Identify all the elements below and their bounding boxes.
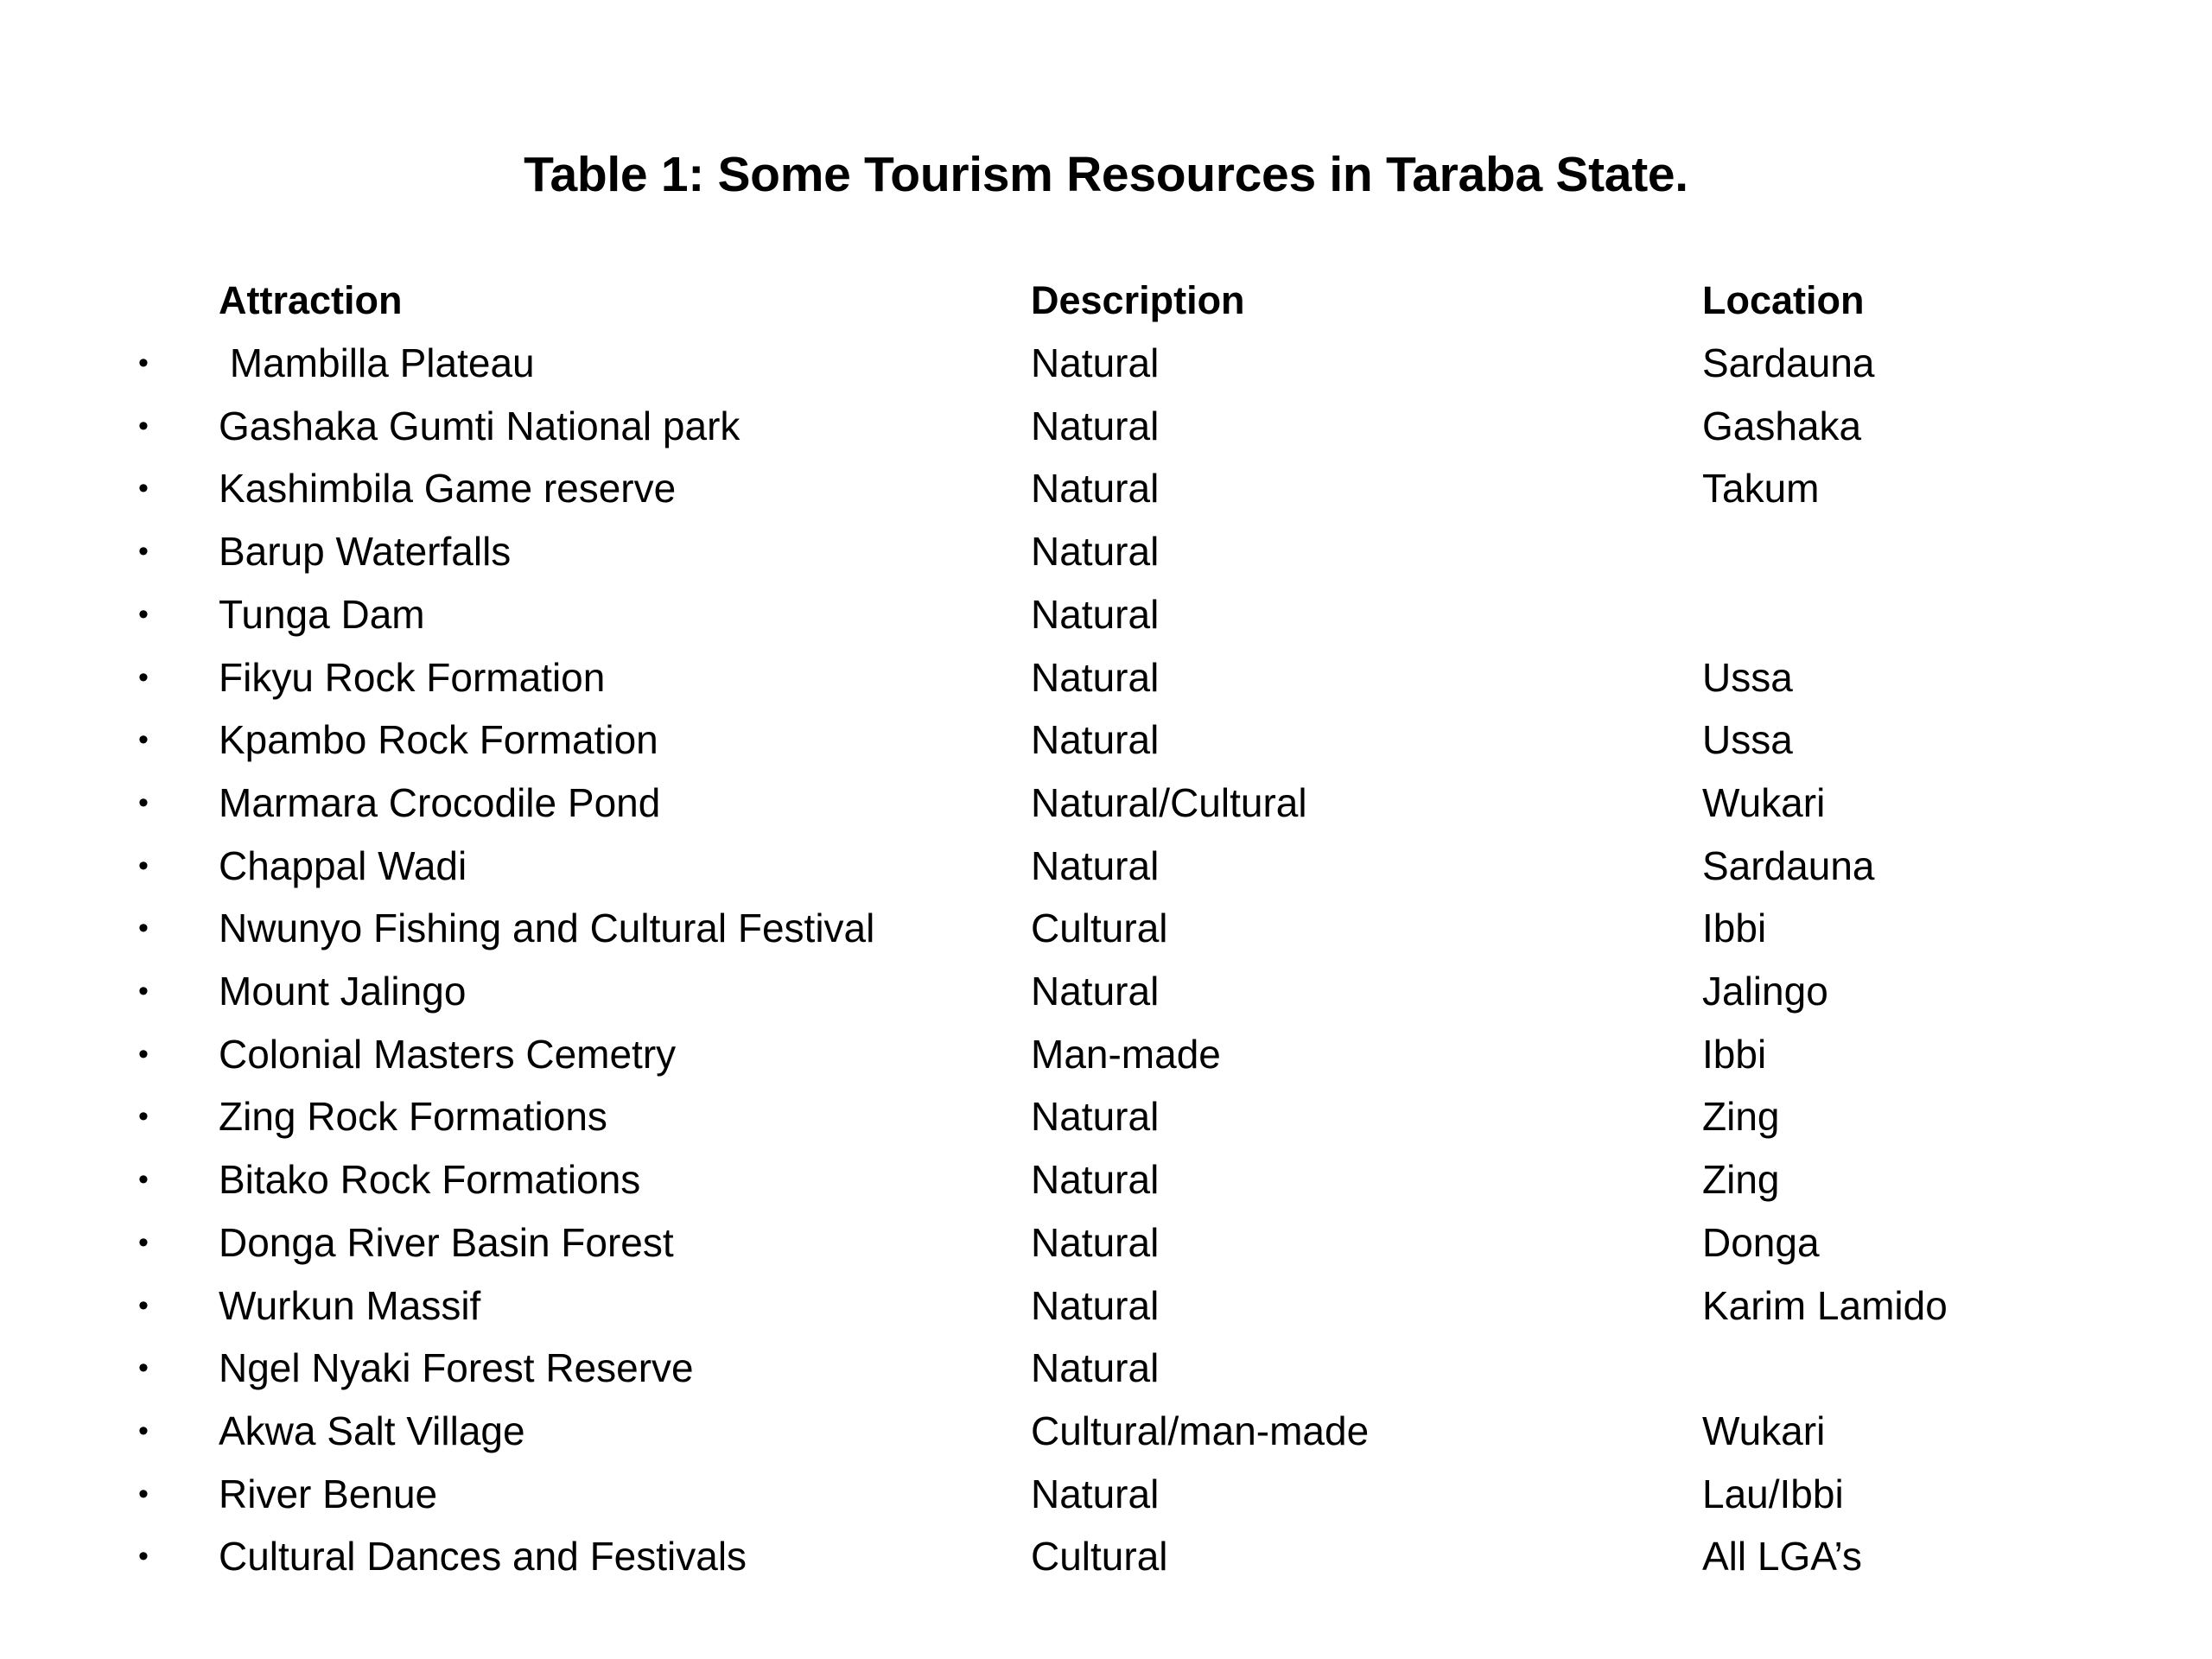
bullet-marker: • [138, 1100, 149, 1134]
bullet-marker: • [138, 472, 149, 505]
table-header-row [0, 269, 2212, 332]
table-row [0, 1148, 2212, 1211]
cell-description: Natural [1031, 1345, 1160, 1391]
cell-description: Cultural/man-made [1031, 1408, 1370, 1453]
bullet-marker: • [138, 660, 149, 694]
bullet-marker: • [138, 1225, 149, 1259]
table-row [0, 1463, 2212, 1526]
table-row [0, 1023, 2212, 1086]
cell-location: Ibbi [1702, 906, 1767, 951]
cell-description: Natural [1031, 969, 1160, 1014]
table-row [0, 1525, 2212, 1588]
cell-description: Natural [1031, 1219, 1160, 1265]
table-row [0, 709, 2212, 772]
bullet-marker: • [138, 1477, 149, 1510]
cell-description: Natural [1031, 842, 1160, 888]
cell-location: Sardauna [1702, 842, 1875, 888]
table-row [0, 897, 2212, 960]
bullet-marker: • [138, 409, 149, 442]
cell-attraction: Tunga Dam [219, 591, 425, 637]
table-row [0, 520, 2212, 583]
cell-description: Natural [1031, 529, 1160, 575]
cell-attraction: Bitako Rock Formations [219, 1157, 641, 1203]
cell-description: Natural [1031, 1094, 1160, 1140]
table-row [0, 1211, 2212, 1274]
cell-attraction: Cultural Dances and Festivals [219, 1534, 747, 1580]
bullet-marker: • [138, 785, 149, 819]
cell-description: Natural [1031, 466, 1160, 512]
cell-location: Wukari [1702, 779, 1826, 825]
bullet-marker: • [138, 912, 149, 945]
bullet-marker: • [138, 346, 149, 379]
cell-location: Ussa [1702, 717, 1793, 763]
cell-attraction: Akwa Salt Village [219, 1408, 525, 1453]
cell-attraction: Kpambo Rock Formation [219, 717, 658, 763]
column-header-attraction: Attraction [219, 278, 403, 322]
table-row [0, 772, 2212, 835]
cell-attraction: Gashaka Gumti National park [219, 403, 741, 448]
cell-attraction: Ngel Nyaki Forest Reserve [219, 1345, 694, 1391]
cell-location: Gashaka [1702, 403, 1862, 448]
cell-description: Natural [1031, 403, 1160, 448]
cell-description: Man-made [1031, 1031, 1221, 1077]
cell-attraction: Fikyu Rock Formation [219, 654, 606, 700]
bullet-marker: • [138, 975, 149, 1007]
cell-description: Natural [1031, 1157, 1160, 1203]
cell-attraction: Chappal Wadi [219, 842, 467, 888]
bullet-marker: • [138, 849, 149, 882]
cell-description: Natural [1031, 340, 1160, 385]
bullet-marker: • [138, 535, 149, 569]
cell-description: Cultural [1031, 1534, 1168, 1580]
cell-attraction: Kashimbila Game reserve [219, 466, 677, 512]
table-row [0, 960, 2212, 1023]
bullet-marker: • [138, 1288, 149, 1322]
cell-location: Ibbi [1702, 1031, 1767, 1077]
cell-location: All LGA’s [1702, 1534, 1862, 1580]
column-header-location: Location [1702, 278, 1865, 322]
cell-attraction: Barup Waterfalls [219, 529, 512, 575]
cell-attraction: Wurkun Massif [219, 1282, 481, 1328]
cell-attraction: Mount Jalingo [219, 969, 467, 1014]
table-row [0, 1274, 2212, 1338]
cell-location: Zing [1702, 1094, 1780, 1140]
cell-description: Natural [1031, 1471, 1160, 1516]
cell-attraction: Marmara Crocodile Pond [219, 779, 661, 825]
table-row [0, 457, 2212, 520]
cell-location: Zing [1702, 1157, 1780, 1203]
cell-description: Natural/Cultural [1031, 779, 1307, 825]
bullet-marker: • [138, 597, 149, 631]
cell-location: Wukari [1702, 1408, 1826, 1453]
column-header-description: Description [1031, 278, 1245, 322]
cell-location: Sardauna [1702, 340, 1875, 385]
cell-attraction: Mambilla Plateau [219, 340, 535, 385]
cell-description: Natural [1031, 717, 1160, 763]
cell-location: Jalingo [1702, 969, 1828, 1014]
cell-attraction: Colonial Masters Cemetry [219, 1031, 677, 1077]
table-row [0, 583, 2212, 646]
table-row [0, 1085, 2212, 1148]
cell-attraction: Zing Rock Formations [219, 1094, 607, 1140]
cell-location: Donga [1702, 1219, 1820, 1265]
cell-description: Natural [1031, 591, 1160, 637]
bullet-marker: • [138, 1540, 149, 1573]
table-row [0, 1337, 2212, 1400]
cell-location: Takum [1702, 466, 1820, 512]
cell-location: Karim Lamido [1702, 1282, 1948, 1328]
bullet-marker: • [138, 1351, 149, 1385]
cell-attraction: Nwunyo Fishing and Cultural Festival [219, 906, 875, 951]
bullet-marker: • [138, 1414, 149, 1447]
table-row [0, 835, 2212, 898]
table-row [0, 332, 2212, 395]
cell-description: Natural [1031, 1282, 1160, 1328]
bullet-marker: • [138, 723, 149, 757]
cell-attraction: Donga River Basin Forest [219, 1219, 674, 1265]
table-title: Table 1: Some Tourism Resources in Taraba State. [524, 147, 1688, 202]
table-row [0, 1400, 2212, 1463]
bullet-marker: • [138, 1037, 149, 1071]
cell-description: Cultural [1031, 906, 1168, 951]
cell-description: Natural [1031, 654, 1160, 700]
table-row [0, 395, 2212, 458]
bullet-marker: • [138, 1163, 149, 1197]
cell-location: Lau/Ibbi [1702, 1471, 1844, 1516]
table-row [0, 646, 2212, 709]
cell-location: Ussa [1702, 654, 1793, 700]
cell-attraction: River Benue [219, 1471, 438, 1516]
